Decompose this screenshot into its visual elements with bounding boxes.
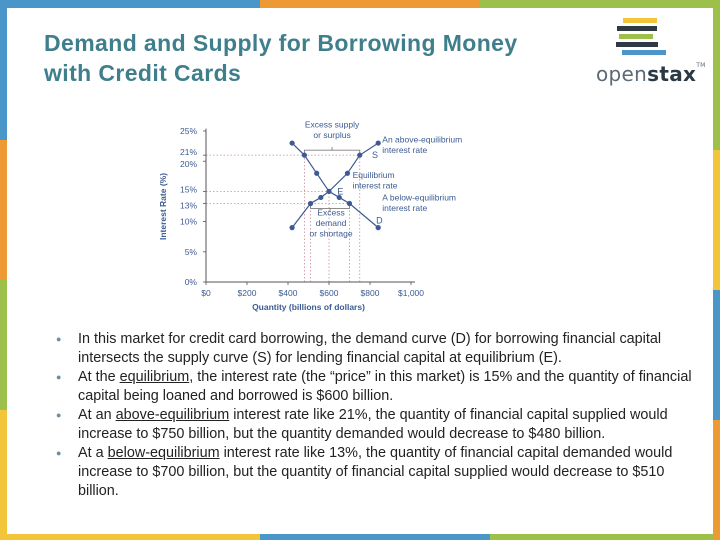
- bullet-text: At the: [78, 369, 120, 385]
- bullet-text: interest rate like 21%, the quantity of financial capital supplied would increase to $750 billion, but the quantity demanded would decrease to $480 billion.: [78, 407, 668, 442]
- d-point-1: [302, 153, 307, 158]
- bullet-item-1: [56, 330, 696, 368]
- annotation-2-line-1: interest rate: [352, 180, 398, 191]
- left-stripe-orange: [0, 140, 7, 280]
- y-tick-label-1: 5%: [184, 246, 197, 257]
- left-stripe-blue: [0, 0, 7, 140]
- left-stripe-yellow: [0, 410, 7, 540]
- annotation-1-line-0: An above-equilibrium: [382, 134, 463, 145]
- right-stripe-blue: [713, 290, 720, 420]
- slide-title: [44, 28, 604, 88]
- annotation-0: [305, 119, 360, 140]
- openstax-logo: [596, 16, 706, 86]
- annotation-2: [353, 170, 398, 191]
- annotation-1-line-1: interest rate: [382, 144, 428, 155]
- bullet-term-link[interactable]: above-equilibrium: [115, 407, 230, 423]
- x-tick-label-5: $1,000: [398, 288, 424, 298]
- top-stripe-blue: [0, 0, 260, 8]
- curve-label-e: E: [337, 186, 344, 197]
- bullet-list: [56, 330, 696, 501]
- d-point-6: [376, 225, 381, 230]
- bullet-text: In this market for credit card borrowing, the demand curve (D) for borrowing financial capital intersects the supply curve (S) for lending financial capital at equilibrium (E).: [78, 331, 662, 366]
- bottom-stripe-yellow: [0, 534, 260, 540]
- d-point-2: [314, 171, 319, 176]
- y-axis-title: Interest Rate (%): [158, 172, 168, 241]
- x-tick-label-1: $200: [237, 288, 257, 298]
- left-stripe-green: [0, 280, 7, 410]
- openstax-stacked-bars-icon: [596, 16, 686, 60]
- annotation-2-line-0: Equilibrium: [352, 170, 395, 181]
- annotation-4-line-0: Excess: [317, 207, 345, 218]
- y-tick-label-0: 0%: [184, 277, 197, 287]
- surplus-bracket: [304, 147, 359, 155]
- s-point-5: [308, 201, 313, 206]
- y-tick-label-7: 25%: [179, 126, 197, 136]
- x-tick-label-4: $800: [360, 288, 380, 298]
- bottom-stripe-green: [490, 534, 720, 540]
- annotation-4-line-2: or shortage: [309, 228, 353, 239]
- right-stripe-yellow: [713, 150, 720, 290]
- bullet-text: At a: [78, 445, 108, 461]
- bullet-item-4: [56, 444, 696, 501]
- openstax-wordmark: openstax™: [596, 62, 706, 86]
- curve-label-d: D: [376, 215, 383, 226]
- bullet-text: interest rate like 13%, the quantity of financial capital demanded would increase to $700 billion, but the quantity of financial capital supplied would decrease to $510 billion.: [78, 445, 673, 499]
- bottom-stripe-blue: [260, 534, 490, 540]
- annotation-4: [310, 208, 353, 239]
- annotation-0-line-0: Excess supply: [304, 119, 360, 130]
- s-point-0: [376, 140, 381, 145]
- chart-text: [158, 119, 462, 312]
- bullet-text: , the interest rate (the “price” in this market) is 15% and the quantity of financial capital being loaned and borrowed is $600 billion.: [78, 369, 692, 404]
- s-point-2: [345, 171, 350, 176]
- annotation-1: [382, 134, 462, 155]
- bullet-item-2: [56, 368, 696, 406]
- credit-card-market-chart: [150, 88, 490, 314]
- y-tick-label-5: 20%: [179, 159, 197, 170]
- y-tick-label-3: 13%: [179, 200, 197, 211]
- bullet-term-link[interactable]: below-equilibrium: [107, 445, 220, 461]
- slide-title-line1: Demand and Supply for Borrowing Money: [44, 30, 518, 56]
- x-axis-title: Quantity (billions of dollars): [252, 302, 365, 312]
- annotation-3-line-0: A below-equilibrium: [382, 192, 457, 203]
- y-tick-label-2: 10%: [179, 216, 197, 227]
- right-stripe-orange: [713, 420, 720, 540]
- top-stripe-orange: [260, 0, 480, 8]
- bullet-text: At an: [78, 407, 116, 423]
- annotation-4-line-1: demand: [315, 218, 347, 229]
- s-point-6: [290, 225, 295, 230]
- annotation-3-line-1: interest rate: [382, 202, 428, 213]
- y-tick-label-6: 21%: [179, 147, 197, 158]
- s-point-3: [326, 189, 331, 194]
- d-point-5: [347, 201, 352, 206]
- bullet-term-link[interactable]: equilibrium: [119, 369, 190, 385]
- annotation-3: [382, 192, 456, 213]
- top-stripe-green: [480, 0, 720, 8]
- x-tick-label-3: $600: [319, 288, 339, 298]
- y-tick-label-4: 15%: [179, 184, 197, 195]
- s-point-4: [318, 195, 323, 200]
- right-stripe-green: [713, 0, 720, 150]
- slide-title-line2: with Credit Cards: [44, 60, 242, 86]
- d-point-0: [290, 140, 295, 145]
- s-point-1: [357, 153, 362, 158]
- bullet-item-3: [56, 406, 696, 444]
- x-tick-label-2: $400: [278, 288, 298, 298]
- x-tick-label-0: $0: [201, 288, 211, 298]
- curve-label-s: S: [372, 150, 379, 161]
- annotation-0-line-1: or surplus: [313, 129, 351, 140]
